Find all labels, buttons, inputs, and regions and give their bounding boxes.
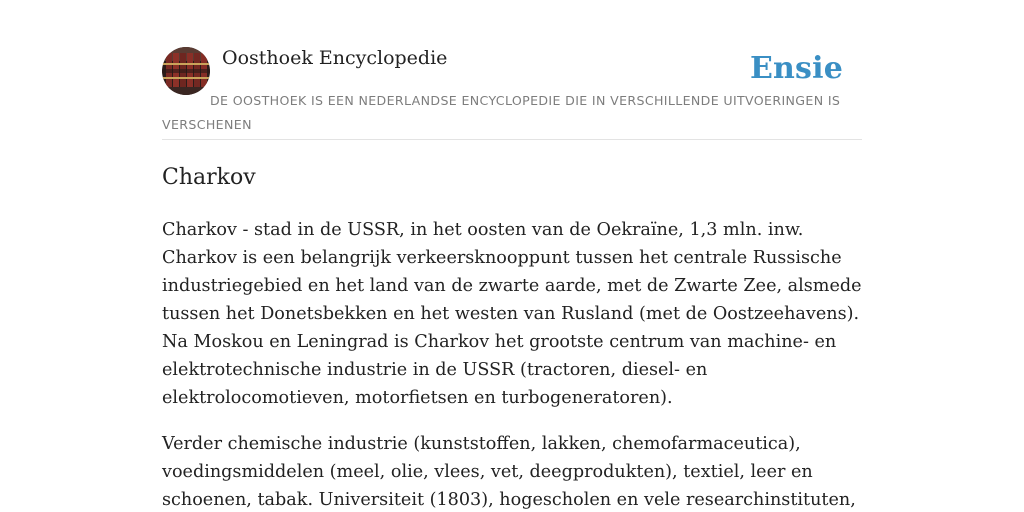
article-paragraph: Verder chemische industrie (kunststoffen, lakken, chemofarmaceutica), voedingsmiddelen (meel, olie, vlees, vet, deegprodukten), textiel, leer en schoenen, tabak. Universiteit (1803), hogescholen en vele researchinstituten,: [162, 434, 856, 510]
site-name-link[interactable]: Oosthoek Encyclopedie: [222, 47, 448, 69]
encyclopedia-books-icon: [162, 47, 210, 95]
site-tagline: DE OOSTHOEK IS EEN NEDERLANDSE ENCYCLOPEDIE DIE IN VERSCHILLENDE UITVOERINGEN IS VERSCHENEN: [162, 93, 841, 132]
site-header: [162, 0, 862, 140]
ensie-logo-link[interactable]: Ensie: [749, 51, 843, 86]
article-title: Charkov: [162, 165, 256, 190]
article-paragraph: Charkov - stad in de USSR, in het oosten van de Oekraïne, 1,3 mln. inw. Charkov is een belangrijk verkeersknooppunt tussen het centrale Russische industriegebied en het land van de zwarte aarde, met de Zwarte Zee, alsmede tussen het Donetsbekken en het westen van Rusland (met de Oostzeehavens). Na Moskou en Leningrad is Charkov het grootste centrum van machine- en elektrotechnische industrie in de USSR (tractoren, diesel- en elektrolocomotieven, motorfietsen en turbogeneratoren).: [162, 220, 862, 408]
content-container: [162, 0, 862, 510]
avatar[interactable]: [162, 47, 210, 95]
article-body: [162, 216, 864, 512]
